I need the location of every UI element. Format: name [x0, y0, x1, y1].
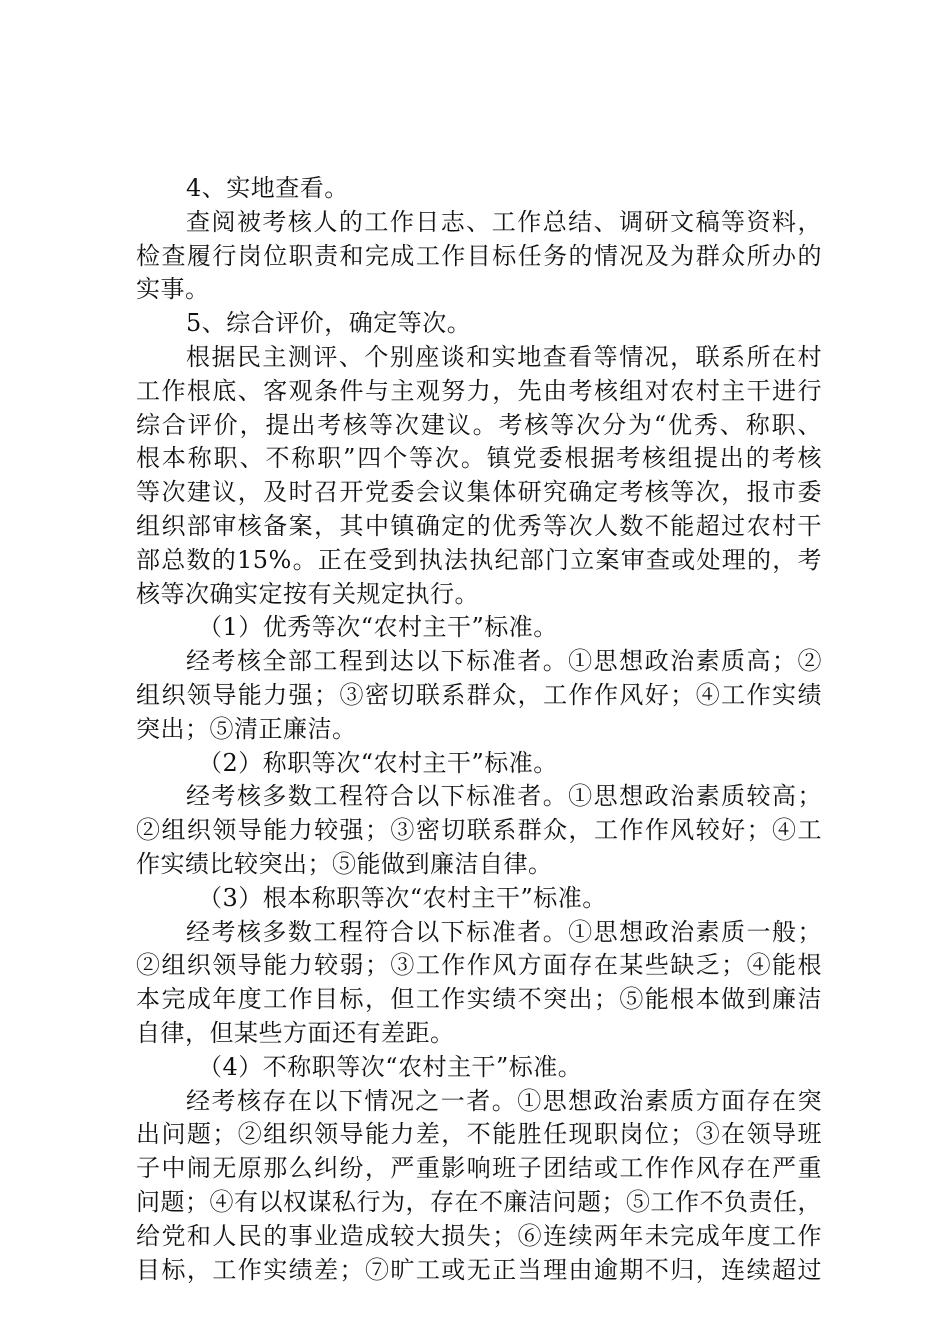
text-line: （2）称职等次“农村主干”标准。 — [198, 748, 558, 777]
text-line: 经考核多数工程符合以下标准者。①思想政治素质一般； — [186, 917, 822, 946]
text-line: （1）优秀等次“农村主干”标准。 — [198, 613, 558, 642]
text-line: 根本称职、不称职”四个等次。镇党委根据考核组提出的考核 — [136, 444, 822, 473]
text-line: 经考核多数工程符合以下标准者。①思想政治素质较高； — [186, 782, 822, 811]
text-line: 作实绩比较突出；⑤能做到廉洁自律。 — [136, 849, 553, 878]
text-line: 经考核存在以下情况之一者。①思想政治素质方面存在突 — [186, 1086, 822, 1115]
text-line: 组织领导能力强；③密切联系群众，工作作风好；④工作实绩 — [136, 680, 822, 709]
text-line: ②组织领导能力较强；③密切联系群众，工作作风较好；④工 — [136, 816, 822, 845]
text-line: 目标，工作实绩差；⑦旷工或无正当理由逾期不归，连续超过 — [136, 1255, 822, 1284]
text-line: 突出；⑤清正廉洁。 — [136, 714, 357, 743]
text-line: 等次建议，及时召开党委会议集体研究确定考核等次，报市委 — [136, 478, 822, 507]
text-line: 查阅被考核人的工作日志、工作总结、调研文稿等资料， — [186, 207, 822, 236]
text-line: 根据民主测评、个别座谈和实地查看等情况，联系所在村 — [186, 342, 822, 371]
document-body — [136, 172, 822, 1287]
text-line: 自律，但某些方面还有差距。 — [136, 1018, 455, 1047]
text-line: 综合评价，提出考核等次建议。考核等次分为“优秀、称职、 — [136, 410, 822, 439]
text-line: 给党和人民的事业造成较大损失；⑥连续两年未完成年度工作 — [136, 1221, 822, 1250]
text-line: 子中闹无原那么纠纷，严重影响班子团结或工作作风存在严重 — [136, 1154, 822, 1183]
text-line: 核等次确实定按有关规定执行。 — [136, 579, 479, 608]
text-line: 4、实地查看。 — [186, 174, 349, 202]
text-line: 组织部审核备案，其中镇确定的优秀等次人数不能超过农村干 — [136, 511, 822, 540]
text-line: 检查履行岗位职责和完成工作目标任务的情况及为群众所办的 — [136, 241, 822, 270]
text-line: （4）不称职等次“农村主干”标准。 — [198, 1052, 583, 1081]
text-line: 实事。 — [136, 275, 210, 304]
text-line: 本完成年度工作目标，但工作实绩不突出；⑤能根本做到廉洁 — [136, 985, 822, 1014]
text-line: 工作根底、客观条件与主观努力，先由考核组对农村主干进行 — [136, 376, 822, 405]
text-line: 部总数的15%。正在受到执法执纪部门立案审查或处理的，考 — [136, 545, 822, 574]
text-line: 5、综合评价，确定等次。 — [186, 309, 472, 338]
text-line: （3）根本称职等次“农村主干”标准。 — [198, 883, 607, 912]
text-line: 经考核全部工程到达以下标准者。①思想政治素质高；② — [186, 647, 822, 676]
text-line: ②组织领导能力较弱；③工作作风方面存在某些缺乏；④能根 — [136, 951, 822, 980]
text-line: 出问题；②组织领导能力差，不能胜任现职岗位；③在领导班 — [136, 1120, 822, 1149]
text-line: 问题；④有以权谋私行为，存在不廉洁问题；⑤工作不负责任， — [136, 1187, 822, 1216]
